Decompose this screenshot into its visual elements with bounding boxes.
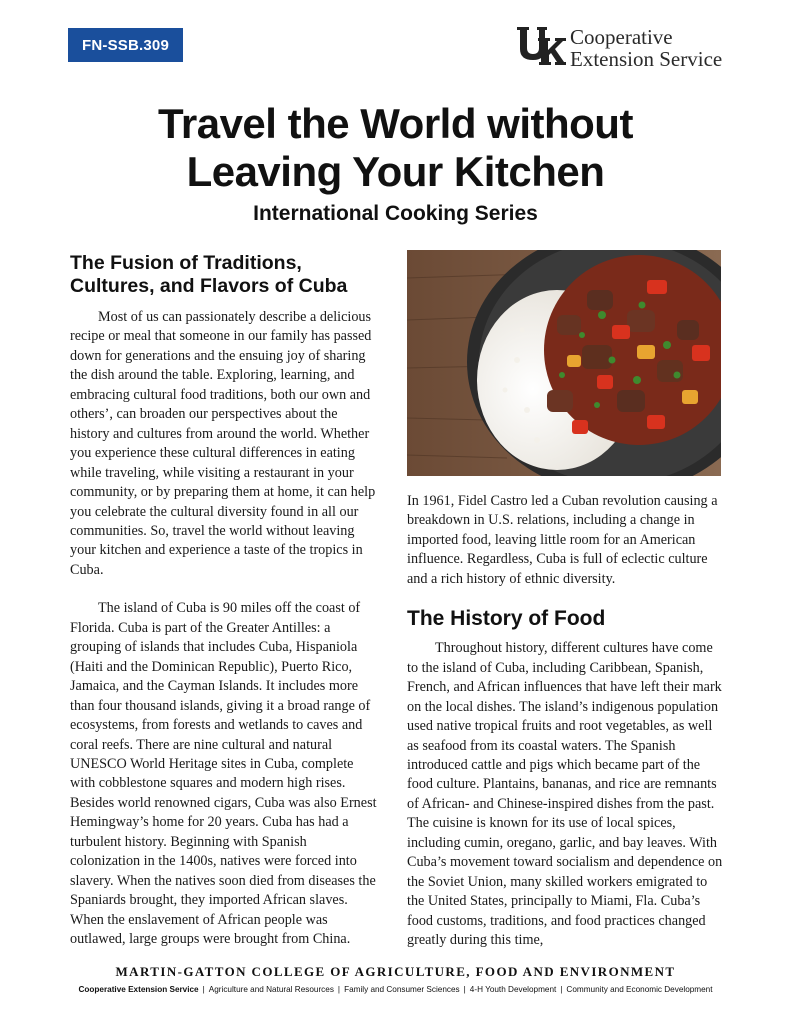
uk-logo-icon bbox=[516, 26, 566, 68]
section-heading-history: The History of Food bbox=[407, 607, 606, 631]
left-column bbox=[70, 252, 380, 950]
footer-item: Agriculture and Natural Resources bbox=[208, 985, 334, 994]
footer-item: Community and Economic Development bbox=[566, 985, 713, 994]
logo-text-line2: Extension Service bbox=[570, 47, 723, 71]
title-line2: Leaving Your Kitchen bbox=[186, 148, 605, 195]
page-title bbox=[40, 100, 751, 196]
heading-line1: The Fusion of Traditions, bbox=[70, 252, 302, 274]
revolution-paragraph: In 1961, Fidel Castro led a Cuban revolution causing a breakdown in U.S. relations, including a change in imported food, leaving little room for an American influence. Regardless, Cuba is full of eclectic culture and a rich history of ethnic diversity. bbox=[407, 493, 718, 587]
island-paragraph: The island of Cuba is 90 miles off the coast of Florida. Cuba is part of the Greater Antilles: a grouping of islands that includes Cuba, Hispaniola (Haiti and the Dominican Republic), Puerto Rico, Jamaica, and the Cayman Islands. It includes more than four thousand islands, giving it a broad range of ecosystems, from forests and wetlands to caves and coral reefs. There are nine cultural and natural UNESCO World Heritage sites in Cuba, complete with cobblestone squares and modern high rises. Besides world renowned cigars, Cuba was also Ernest Hemingway’s home for 20 years. Cuba has had a turbulent history. Beginning with Spanish colonization in the 1400s, natives were forced into slavery. When the natives soon died from diseases the Spaniards brought, they imported African slaves. When the enslavement of African people was outlawed, large groups were brought from China. bbox=[70, 600, 377, 948]
intro-paragraph: Most of us can passionately describe a delicious recipe or meal that someone in our family has passed down for generations and the ensuing joy of sharing the dish around the table. Exploring, learning, and embracing cultural food traditions, both our own and others’, can broaden our perspectives about the history and cultures from around the world. Whether you experience these cultural differences in eating while traveling, while visiting a restaurant in your community, or by preparing them at home, it can help you celebrate the cultural diversity found in all our communities. So, travel the world without leaving your kitchen and experience a taste of the tropics in Cuba. bbox=[70, 309, 376, 578]
footer-separator: | bbox=[202, 985, 205, 994]
publication-code-badge: FN-SSB.309 bbox=[68, 28, 183, 62]
footer-separator: | bbox=[337, 985, 341, 994]
footer-separator: | bbox=[463, 985, 466, 994]
footer-separator: | bbox=[560, 985, 563, 994]
footer-item: 4-H Youth Development bbox=[469, 985, 557, 994]
right-column bbox=[407, 250, 723, 951]
college-footer: MARTIN-GATTON COLLEGE OF AGRICULTURE, FOOD AND ENVIRONMENT bbox=[115, 964, 676, 979]
footer-item: Family and Consumer Sciences bbox=[344, 985, 460, 994]
series-subtitle: International Cooking Series bbox=[253, 202, 538, 225]
program-areas-footer bbox=[0, 985, 791, 994]
section-heading-fusion bbox=[70, 252, 380, 298]
title-line1: Travel the World without bbox=[158, 100, 633, 147]
history-paragraph: Throughout history, different cultures have come to the island of Cuba, including Caribbean, Spanish, French, and African influences that have left their mark on the local dishes. The island’s indigenous population used native tropical fruits and root vegetables, as well as seafood from its coastal waters. The Spanish introduced cattle and pigs which became part of the food culture. Plantains, bananas, and rice are remnants of African- and Chinese-inspired dishes from the past. The cuisine is known for its use of local spices, including cumin, oregano, garlic, and bay leaves. With Cuba’s movement toward socialism and dependence on the Soviet Union, many skilled workers emigrated to the United States, principally to Miami, Fla. Cuba’s food customs, traditions, and food practices changed greatly during this time, bbox=[407, 640, 723, 949]
footer-item: Cooperative Extension Service bbox=[78, 985, 199, 994]
logo-text-line1: Cooperative bbox=[570, 25, 673, 49]
uk-cooperative-extension-logo bbox=[516, 24, 746, 72]
heading-line2: Cultures, and Flavors of Cuba bbox=[70, 275, 348, 297]
cuban-stew-photo bbox=[407, 250, 721, 476]
